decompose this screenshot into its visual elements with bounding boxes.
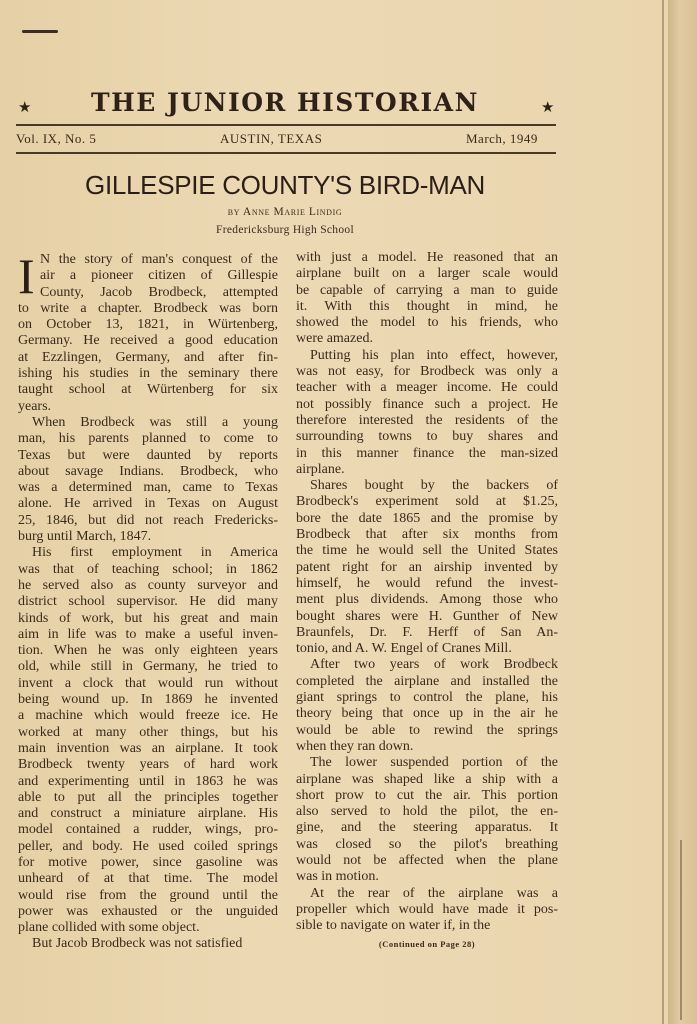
text-line: County, Jacob Brodbeck, attempted: [40, 284, 278, 300]
text-line: kinds of work, but his great and main: [18, 610, 278, 626]
text-line: theory being that once up in the air he: [296, 706, 558, 722]
paragraph: [296, 250, 558, 348]
page-edge: [668, 0, 697, 1024]
text-line: bought shares were H. Gunther of New: [296, 608, 558, 624]
issue-date: March, 1949: [466, 131, 538, 146]
text-line: years.: [18, 398, 52, 414]
text-line: taught school at Würtenberg for six: [18, 382, 278, 398]
text-line: a machine which would freeze ice. He: [18, 708, 278, 724]
text-line: But Jacob Brodbeck was not satisfied: [32, 936, 243, 952]
masthead-title: THE JUNIOR HISTORIAN: [91, 88, 479, 117]
text-line: tion. When he was only eighteen years: [18, 643, 278, 659]
text-line: Texas but were daunted by reports: [18, 447, 278, 463]
text-line: Braunfels, Dr. F. Herff of San An-: [296, 624, 558, 640]
text-line: peller, and body. He used coiled springs: [18, 838, 278, 854]
text-line: man, his parents planned to come to: [18, 431, 278, 447]
text-line: tonio, and A. W. Engel of Cranes Mill.: [296, 641, 512, 657]
text-line: was that of teaching school; in 1862: [18, 561, 278, 577]
column-2: [296, 250, 558, 934]
binding-mark: [22, 30, 58, 33]
article-title: GILLESPIE COUNTY'S BIRD-MAN: [85, 170, 485, 200]
text-line: was in motion.: [296, 869, 379, 885]
text-line: power was exhausted or the unguided: [18, 903, 278, 919]
text-line: unheard of at that time. The model: [18, 871, 278, 887]
text-line: about savage Indians. Brodbeck, who: [18, 463, 278, 479]
star-icon: ★: [541, 100, 555, 116]
text-line: was not easy, for Brodbeck was only a: [296, 364, 558, 380]
text-line: worked at many other things, but his: [18, 724, 278, 740]
byline: by Anne Marie Lindig: [227, 206, 343, 218]
text-line: When Brodbeck was still a young: [32, 414, 278, 430]
text-line: gine, and the steering apparatus. It: [296, 820, 558, 836]
text-line: plane collided with some object.: [18, 920, 200, 936]
text-line: would rise from the ground until the: [18, 887, 278, 903]
paragraph: [18, 415, 278, 545]
text-line: airplane.: [296, 461, 345, 477]
text-line: short prow to cut the air. This portion: [296, 787, 558, 803]
text-line: he served also as county surveyor and: [18, 577, 278, 593]
paragraph: [18, 936, 278, 952]
text-line: teacher with a meager income. He could: [296, 380, 558, 396]
text-line: also served to hold the pilot, the en-: [296, 804, 558, 820]
text-line: giant springs to control the plane, his: [296, 690, 558, 706]
drop-cap: I: [18, 248, 35, 304]
text-line: old, while still in Germany, he tried to: [18, 659, 278, 675]
text-line: for motive power, since gasoline was: [18, 854, 278, 870]
paragraph: [296, 657, 558, 755]
text-line: invent a clock that would run without: [18, 675, 278, 691]
text-line: being wound up. In 1869 he invented: [18, 692, 278, 708]
text-line: ishing his studies in the seminary there: [18, 366, 278, 382]
text-line: airplane built on a larger scale would: [296, 266, 558, 282]
text-line: were amazed.: [296, 331, 373, 347]
continued-note: (Continued on Page 28): [378, 939, 476, 949]
paragraph: [296, 478, 558, 657]
text-line: N the story of man's conquest of the: [40, 252, 278, 267]
text-line: patent right for an airship invented by: [296, 559, 558, 575]
paragraph: [18, 545, 278, 936]
text-line: surrounding towns to buy shares and: [296, 429, 558, 445]
author-school: Fredericksburg High School: [216, 224, 354, 236]
text-line: was a determined man, came to Texas: [18, 480, 278, 496]
text-line: sible to navigate on water if, in the: [296, 918, 491, 934]
text-line: completed the airplane and installed the: [296, 673, 558, 689]
text-line: Putting his plan into effect, however,: [310, 347, 558, 363]
text-line: not possibly finance such a project. He: [296, 396, 558, 412]
text-line: Brodbeck twenty years of hard work: [18, 757, 278, 773]
text-line: main invention was an airplane. It took: [18, 740, 278, 756]
text-line: was closed so the pilot's breathing: [296, 836, 558, 852]
text-line: in this manner finance the man-sized: [296, 445, 558, 461]
text-line: 25, 1846, but did not reach Fredericks-: [18, 512, 278, 528]
text-line: aim in life was to make a useful inven-: [18, 626, 278, 642]
place: AUSTIN, TEXAS: [220, 131, 323, 146]
page-fold-line: [662, 0, 664, 1024]
text-line: Brodbeck's experiment sold at $1.25,: [296, 494, 558, 510]
text-line: himself, he would refund the invest-: [296, 575, 558, 591]
text-line: bore the date 1865 and the promise by: [296, 510, 558, 526]
text-line: Shares bought by the backers of: [310, 478, 558, 494]
column-1: [18, 248, 278, 953]
text-line: Germany. He received a good education: [18, 333, 278, 349]
text-line: After two years of work Brodbeck: [310, 657, 558, 673]
star-icon: ★: [18, 100, 32, 116]
divider: [16, 152, 556, 154]
paragraph: [18, 248, 278, 415]
text-line: His first employment in America: [32, 545, 278, 561]
text-line: able to put all the principles together: [18, 789, 278, 805]
text-line: and experimenting until in 1863 he was: [18, 773, 278, 789]
text-line: ment plus dividends. Among those who: [296, 592, 558, 608]
text-line: be capable of carrying a man to guide: [296, 282, 558, 298]
text-line: The lower suspended portion of the: [310, 755, 558, 771]
text-line: district school supervisor. He did many: [18, 594, 278, 610]
paragraph: [296, 348, 558, 478]
text-line: with just a model. He reasoned that an: [296, 250, 558, 265]
paragraph: [296, 886, 558, 935]
text-line: it. With this thought in mind, he: [296, 298, 558, 314]
text-line: at Ezzlingen, Germany, and after fin-: [18, 349, 278, 365]
text-line: the time he would sell the United States: [296, 543, 558, 559]
text-line: propeller which would have made it pos-: [296, 901, 558, 917]
text-line: and construct a miniature airplane. His: [18, 806, 278, 822]
text-line: on October 13, 1821, in Würtenberg,: [18, 317, 278, 333]
text-line: Brodbeck that after six months from: [296, 527, 558, 543]
volume-number: Vol. IX, No. 5: [16, 131, 97, 146]
text-line: alone. He arrived in Texas on August: [18, 496, 278, 512]
text-line: would not be affected when the plane: [296, 852, 558, 868]
text-line: burg until March, 1847.: [18, 529, 152, 545]
text-line: model contained a rudder, wings, pro-: [18, 822, 278, 838]
text-line: At the rear of the airplane was a: [310, 885, 558, 901]
divider: [16, 124, 556, 126]
page-edge-mark: [680, 840, 682, 1020]
text-line: showed the model to his friends, who: [296, 315, 558, 331]
text-line: airplane was shaped like a ship with a: [296, 771, 558, 787]
text-line: air a pioneer citizen of Gillespie: [40, 268, 278, 284]
text-line: would be able to rewind the springs: [296, 722, 558, 738]
text-line: when they ran down.: [296, 738, 414, 754]
paragraph: [296, 755, 558, 885]
text-line: therefore interested the residents of the: [296, 412, 558, 428]
text-line: to write a chapter. Brodbeck was born: [18, 300, 278, 316]
